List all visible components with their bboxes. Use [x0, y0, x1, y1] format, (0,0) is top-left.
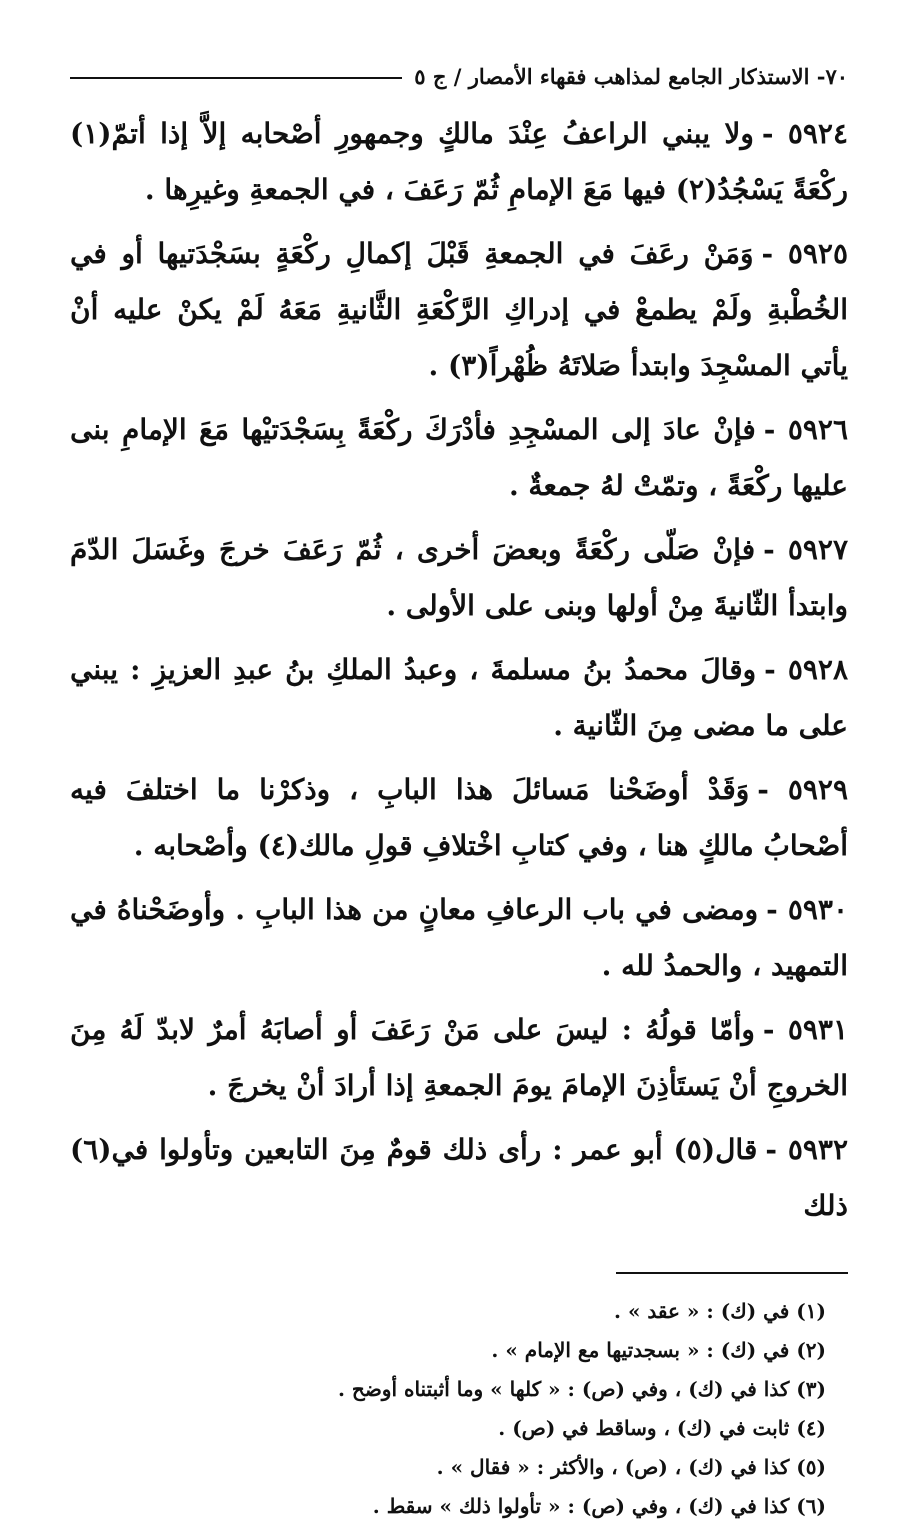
- paragraph-text: فإنْ صَلّى ركْعَةً وبعضَ أخرى ، ثُمّ رَعَفَ خرجَ وغَسَلَ الدّمَ وابتدأ الثّانيةَ مِنْ أولها وبنى على الأولى .: [70, 533, 848, 622]
- paragraph: [70, 642, 848, 754]
- footnote: (٣) كذا في (ك) ، وفي (ص) : « كلها » وما أثبتناه أوضح .: [337, 1377, 826, 1401]
- footnote-separator: [616, 1272, 848, 1274]
- paragraph: [70, 522, 848, 634]
- main-text: [70, 106, 848, 1234]
- paragraph: [70, 402, 848, 514]
- footnote: (٦) كذا في (ك) ، وفي (ص) : « تأولوا ذلك » سقط .: [372, 1494, 826, 1518]
- paragraph-text: وقالَ محمدُ بنُ مسلمةَ ، وعبدُ الملكِ بنُ عبدِ العزيزِ : يبني على ما مضى مِنَ الثّانية .: [70, 653, 848, 742]
- footnote: (٥) كذا في (ك) ، (ص) ، والأكثر : « فقال » .: [436, 1455, 826, 1479]
- paragraph-text: ولا يبني الراعفُ عِنْدَ مالكٍ وجمهورِ أصْحابه إلاَّ إذا أتمّ(١) ركْعَةً يَسْجُدُ(٢) فيها مَعَ الإمامِ ثُمّ رَعَفَ ، في الجمعةِ وغيرِها .: [70, 117, 848, 206]
- paragraph: [70, 762, 848, 874]
- paragraph: [70, 226, 848, 394]
- paragraph: [70, 1002, 848, 1114]
- footnote: (١) في (ك) : « عقد » .: [614, 1299, 826, 1323]
- paragraph-number: ٥٩٣٢ -: [765, 1133, 848, 1166]
- paragraph-number: ٥٩٢٤ -: [761, 117, 848, 150]
- paragraph-text: فإنْ عادَ إلى المسْجِدِ فأدْرَكَ ركْعَةً بِسَجْدَتيْها مَعَ الإمامِ بنى عليها ركْعَةً ، وتمّتْ لهُ جمعةٌ .: [70, 413, 848, 502]
- paragraph-text: قال(٥) أبو عمر : رأى ذلك قومٌ مِنَ التابعين وتأولوا في(٦) ذلك: [70, 1133, 848, 1222]
- header-rule: [70, 77, 402, 79]
- footnote: (٢) في (ك) : « بسجدتيها مع الإمام » .: [491, 1338, 826, 1362]
- paragraph-number: ٥٩٣٠ -: [766, 893, 848, 926]
- paragraph-text: وأمّا قولُهُ : ليسَ على مَنْ رَعَفَ أو أصابَهُ أمرٌ لابدّ لَهُ مِنَ الخروجِ أنْ يَستَأذِنَ الإمامَ يومَ الجمعةِ إذا أرادَ أنْ يخرجَ .: [70, 1013, 848, 1102]
- paragraph-number: ٥٩٢٨ -: [764, 653, 848, 686]
- footnotes: [70, 1292, 848, 1526]
- paragraph-number: ٥٩٣١ -: [762, 1013, 848, 1046]
- paragraph: [70, 106, 848, 218]
- running-header: [70, 58, 848, 94]
- header-title: ٧٠- الاستذكار الجامع لمذاهب فقهاء الأمصار / ج ٥: [414, 63, 848, 89]
- paragraph-number: ٥٩٢٩ -: [757, 773, 848, 806]
- paragraph-text: ومضى في باب الرعافِ معانٍ من هذا البابِ . وأوضَحْناهُ في التمهيد ، والحمدُ لله .: [70, 893, 848, 982]
- paragraph-number: ٥٩٢٦ -: [763, 413, 848, 446]
- paragraph: [70, 1122, 848, 1234]
- paragraph-number: ٥٩٢٥ -: [761, 237, 848, 270]
- footnote: (٤) ثابت في (ك) ، وساقط في (ص) .: [498, 1416, 826, 1440]
- paragraph-text: وَمَنْ رعَفَ في الجمعةِ قَبْلَ إكمالِ ركْعَةٍ بسَجْدَتيها أو في الخُطْبةِ ولَمْ يطمعْ في إدراكِ الرَّكْعَةِ الثَّانيةِ مَعَهُ لَمْ يكنْ عليه أنْ يأتي المسْجِدَ وابتدأ صَلاتَهُ ظُهْراً(٣) .: [70, 237, 848, 382]
- paragraph: [70, 882, 848, 994]
- paragraph-number: ٥٩٢٧ -: [763, 533, 848, 566]
- paragraph-text: وَقَدْ أوضَحْنا مَسائلَ هذا البابِ ، وذكرْنا ما اختلفَ فيه أصْحابُ مالكٍ هنا ، وفي كتابِ اخْتلافِ قولِ مالك(٤) وأصْحابه .: [70, 773, 848, 862]
